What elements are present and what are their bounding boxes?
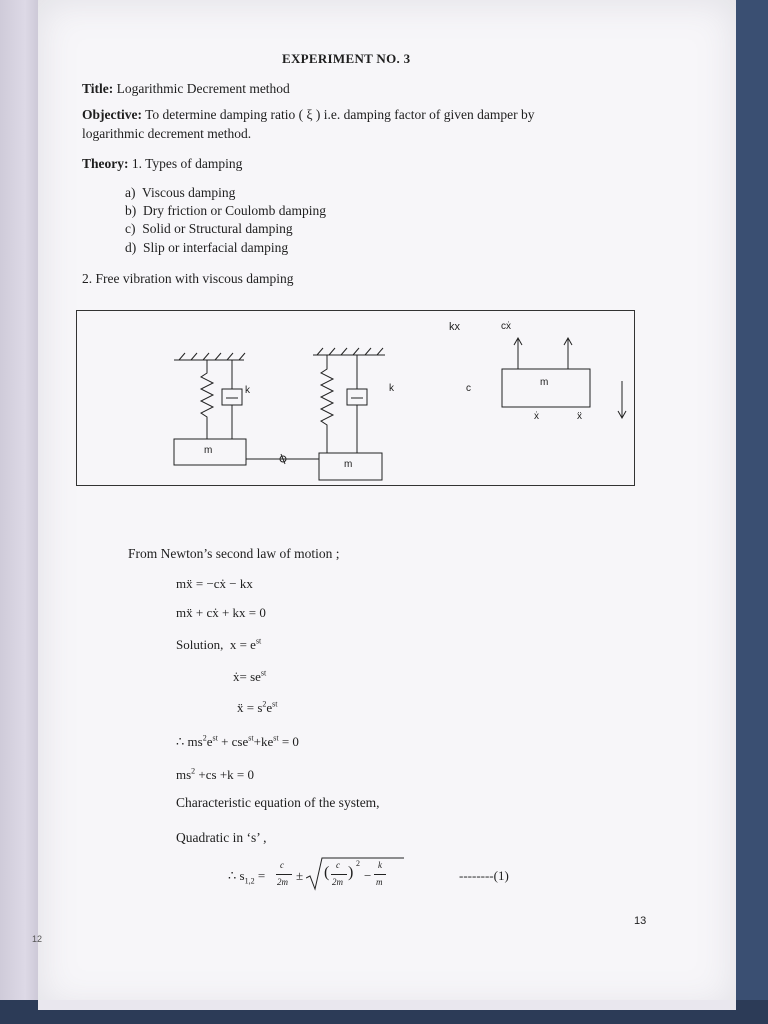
section-2-heading: 2. Free vibration with viscous damping	[82, 271, 294, 286]
exponent: st	[273, 733, 279, 743]
fraction-denominator: 2m	[277, 877, 288, 887]
equation-term: + cse	[217, 734, 249, 749]
inner-numerator: c	[336, 860, 340, 870]
force-label-cxdot: cẋ	[501, 321, 511, 332]
velocity-label: ẋ	[534, 411, 539, 422]
list-marker: a)	[125, 185, 136, 200]
newton-intro: From Newton’s second law of motion ;	[128, 546, 340, 561]
list-marker: b)	[125, 203, 137, 218]
equation-homogeneous: mẍ + cẋ + kx = 0	[176, 605, 266, 620]
equation-term: ∴ s	[228, 868, 245, 883]
damping-type-item	[125, 239, 288, 257]
margin-number: 12	[32, 934, 43, 944]
force-label-kx: kx	[449, 321, 460, 333]
square-exponent: 2	[356, 859, 360, 868]
title-label: Title:	[82, 81, 114, 96]
fraction-denominator: m	[376, 877, 383, 887]
spring-label-k: k	[245, 385, 250, 396]
equation-characteristic	[176, 767, 254, 783]
title-line	[82, 80, 290, 98]
acceleration-label: ẍ	[577, 411, 582, 422]
list-marker: c)	[125, 221, 136, 236]
list-item-text: Viscous damping	[142, 185, 236, 200]
exponent: st	[272, 699, 278, 709]
root-formula	[228, 856, 428, 896]
page-number: 13	[634, 915, 647, 927]
exponent: 2	[202, 733, 207, 743]
equation-term: ẋ= se	[233, 669, 261, 684]
theory-text: 1. Types of damping	[131, 156, 243, 171]
damping-type-item	[125, 184, 235, 202]
background-left	[0, 0, 42, 1024]
exponent: st	[260, 668, 267, 678]
theory-line	[82, 155, 242, 173]
theory-label: Theory:	[82, 156, 129, 171]
list-item-text: Slip or interfacial damping	[143, 240, 289, 255]
close-paren: )	[348, 864, 354, 881]
damping-type-item	[125, 220, 293, 238]
sqrt-sign	[306, 856, 404, 892]
fraction-bar	[331, 874, 347, 875]
list-item-text: Dry friction or Coulomb damping	[143, 203, 326, 218]
equation-solution	[176, 637, 261, 653]
exponent: st	[212, 733, 218, 743]
exponent: 2	[191, 766, 196, 776]
exponent: st	[255, 636, 262, 646]
objective-label: Objective:	[82, 107, 142, 122]
equation-term: =	[254, 868, 266, 883]
exponent: st	[248, 733, 254, 743]
characteristic-label: Characteristic equation of the system,	[176, 795, 380, 810]
fraction-bar	[276, 874, 292, 875]
mass-label-m: m	[204, 445, 213, 456]
equation-term: ẍ = s	[237, 700, 263, 715]
equation-term: = 0	[278, 734, 299, 749]
root-prefix	[228, 868, 265, 884]
damping-type-item	[125, 202, 326, 220]
list-marker: d)	[125, 240, 137, 255]
equation-motion: mẍ = −cẋ − kx	[176, 576, 253, 591]
objective-line-2: logarithmic decrement method.	[82, 126, 252, 141]
equation-term: +cs +k = 0	[195, 767, 254, 782]
equation-term: ∴ ms	[176, 734, 203, 749]
damper-label-c: c	[466, 383, 471, 394]
minus-sign: −	[364, 868, 372, 883]
fraction-numerator: k	[378, 860, 382, 870]
fraction-bar	[374, 874, 386, 875]
damped-system-figure	[76, 310, 635, 486]
equation-term: ms	[176, 767, 192, 782]
figure-drawing	[77, 311, 634, 485]
title-text: Logarithmic Decrement method	[116, 81, 290, 96]
list-item-text: Solid or Structural damping	[142, 221, 293, 236]
equation-substituted	[176, 734, 299, 750]
objective-line-1	[82, 106, 534, 124]
mass-label-m: m	[344, 459, 353, 470]
subscript: 1,2	[244, 876, 255, 886]
mass-label-m: m	[540, 377, 549, 388]
equation-term: x = e	[229, 637, 256, 652]
equation-acceleration	[237, 700, 278, 716]
experiment-heading: EXPERIMENT NO. 3	[282, 51, 411, 66]
equation-term: +ke	[253, 734, 274, 749]
fraction-numerator: c	[280, 860, 284, 870]
inner-denominator: 2m	[332, 877, 343, 887]
quadratic-label: Quadratic in ‘s’ ,	[176, 830, 267, 845]
exponent: 2	[262, 699, 267, 709]
spring-label-k: k	[389, 383, 394, 394]
equation-number: --------(1)	[459, 868, 509, 883]
solution-label: Solution,	[176, 637, 224, 652]
open-paren: (	[324, 864, 330, 881]
equation-term: e	[206, 734, 213, 749]
page-edge	[38, 1000, 736, 1010]
equation-term: e	[266, 700, 273, 715]
equation-velocity	[233, 669, 266, 685]
plus-minus: ±	[296, 868, 304, 883]
objective-text: To determine damping ratio ( ξ ) i.e. damping factor of given damper by	[145, 107, 535, 122]
